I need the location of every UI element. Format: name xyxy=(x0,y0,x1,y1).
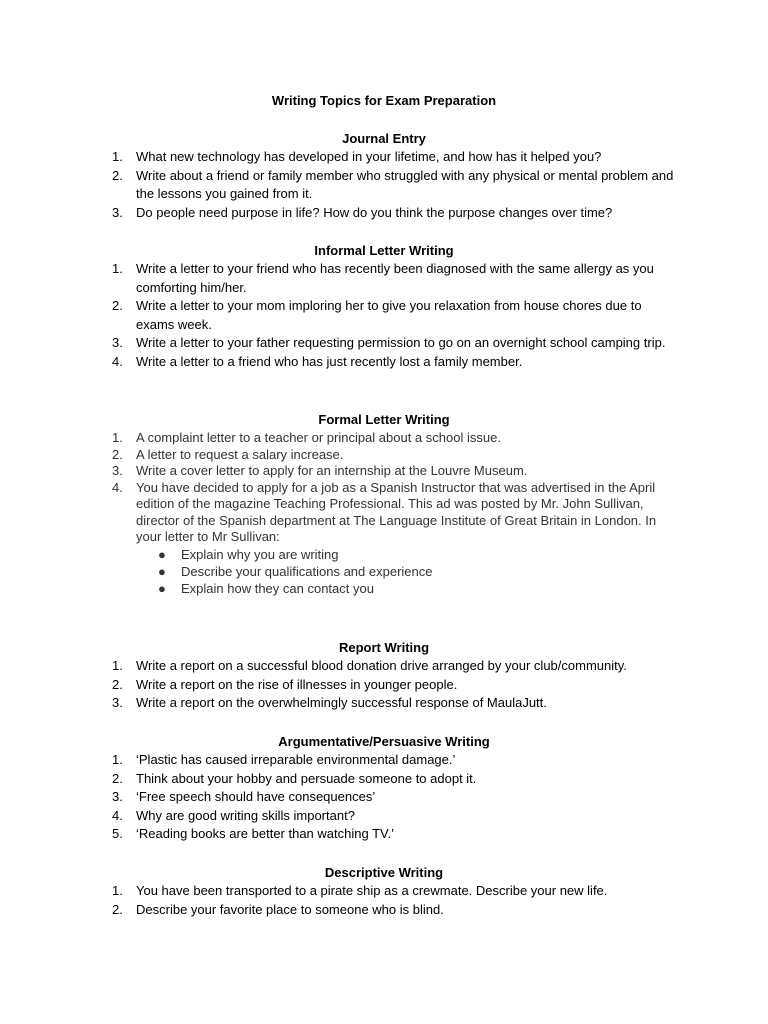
list-item-text: Write a report on a successful blood donation drive arranged by your club/community. xyxy=(136,658,627,673)
section-formal-letter xyxy=(0,411,768,597)
section-journal-entry xyxy=(0,130,768,222)
list-item-text: You have been transported to a pirate ship as a crewmate. Describe your new life. xyxy=(136,883,608,898)
section-heading: Descriptive Writing xyxy=(324,865,444,880)
list-item: 1. Write a report on a successful blood donation drive arranged by your club/community. xyxy=(112,658,627,673)
list-item: 4. Why are good writing skills important? xyxy=(112,807,355,823)
topic-list xyxy=(0,882,768,919)
list-item-text: ‘Reading books are better than watching TV.’ xyxy=(136,826,395,842)
section-heading: Report Writing xyxy=(338,640,430,655)
section-argumentative-writing xyxy=(0,733,768,844)
list-item: 5. ‘Reading books are better than watching TV.’ xyxy=(112,826,395,842)
list-item: 4. Write a letter to a friend who has just recently lost a family member. xyxy=(112,353,523,369)
list-item-text: What new technology has developed in your lifetime, and how has it helped you? xyxy=(136,149,602,164)
section-heading: Journal Entry xyxy=(342,131,426,146)
list-item-text: Do people need purpose in life? How do you think the purpose changes over time? xyxy=(136,204,613,220)
list-item: 1. Write a letter to your friend who has recently been diagnosed with the same allergy as you comforting him/her. xyxy=(112,261,654,295)
bullet-item xyxy=(136,580,661,597)
list-item-text: Write a letter to your friend who has recently been diagnosed with the same allergy as you comforting him/her. xyxy=(136,261,654,295)
list-item-text: ‘Plastic has caused irreparable environmental damage.’ xyxy=(136,752,456,767)
topic-list xyxy=(0,148,768,222)
section-descriptive-writing xyxy=(0,864,768,919)
bullet-item xyxy=(136,546,661,563)
list-item-text: A letter to request a salary increase. xyxy=(136,446,344,462)
list-item-text: Write a letter to your mom imploring her to give you relaxation from house chores due to exams week. xyxy=(136,298,642,332)
list-item: 4. You have decided to apply for a job as a Spanish Instructor that was advertised in the April edition of the magazine Teaching Professional. This ad was posted by Mr. John Sullivan, director of the Spanish department at The Language Institute of Great Britain in London. In your letter to Mr Sullivan: ● Explain why you are writing ● Describe your qualifications and experience ● Explain how they can contact you xyxy=(0,480,678,597)
list-item-text: You have decided to apply for a job as a Spanish Instructor that was advertised in the April edition of the magazine Teaching Professional. This ad was posted by Mr. John Sullivan, director of the Spanish department at The Language Institute of Great Britain in London. In your letter to Mr Sullivan: xyxy=(136,479,657,544)
section-heading: Informal Letter Writing xyxy=(314,243,454,258)
list-item: 1. A complaint letter to a teacher or principal about a school issue. xyxy=(112,430,501,445)
list-item-text: Write a letter to your father requesting permission to go on an overnight school camping trip. xyxy=(136,335,666,351)
list-item-text: Write a report on the overwhelmingly successful response of MaulaJutt. xyxy=(136,695,547,711)
list-item-text: Why are good writing skills important? xyxy=(136,807,355,823)
topic-list xyxy=(0,751,768,844)
list-item: 2. Write a report on the rise of illnesses in younger people. xyxy=(112,676,458,692)
list-item: 3. Write a report on the overwhelmingly successful response of MaulaJutt. xyxy=(112,695,547,711)
topic-list xyxy=(0,430,768,597)
bullet-item xyxy=(136,563,661,580)
list-item-text: Write a cover letter to apply for an internship at the Louvre Museum. xyxy=(136,463,528,478)
list-item: 3. Do people need purpose in life? How do you think the purpose changes over time? xyxy=(112,204,613,220)
list-item-text: Describe your favorite place to someone who is blind. xyxy=(136,901,444,917)
list-item: 3. Write a cover letter to apply for an internship at the Louvre Museum. xyxy=(112,463,528,478)
list-item-text: Think about your hobby and persuade someone to adopt it. xyxy=(136,770,477,786)
bullet-list xyxy=(136,546,678,597)
list-item-text: Write a report on the rise of illnesses in younger people. xyxy=(136,676,458,692)
topic-list xyxy=(0,657,768,713)
list-item: 2. A letter to request a salary increase. xyxy=(112,446,344,462)
bullet-icon: ● xyxy=(158,580,166,596)
list-item: 2. Write a letter to your mom imploring her to give you relaxation from house chores due to exams week. xyxy=(112,298,642,332)
list-item: 1. You have been transported to a pirate ship as a crewmate. Describe your new life. xyxy=(112,883,608,898)
section-informal-letter xyxy=(0,242,768,372)
list-item: 3. Write a letter to your father requesting permission to go on an overnight school camping trip. xyxy=(112,335,666,351)
bullet-icon: ● xyxy=(158,563,166,579)
section-heading: Formal Letter Writing xyxy=(318,412,450,427)
page-title: Writing Topics for Exam Preparation xyxy=(271,93,497,108)
list-item: 1. What new technology has developed in your lifetime, and how has it helped you? xyxy=(112,149,602,164)
list-item: 2. Describe your favorite place to someone who is blind. xyxy=(112,901,444,917)
list-item: 2. Think about your hobby and persuade someone to adopt it. xyxy=(112,770,477,786)
list-item: 2. Write about a friend or family member who struggled with any physical or mental problem and the lessons you gained from it. xyxy=(112,167,674,202)
bullet-item-text: Explain why you are writing xyxy=(181,546,339,562)
bullet-item-text: Describe your qualifications and experience xyxy=(181,563,433,579)
list-item-text: ‘Free speech should have consequences’ xyxy=(136,789,376,805)
section-heading: Argumentative/Persuasive Writing xyxy=(278,734,490,749)
topic-list xyxy=(0,260,768,372)
bullet-icon: ● xyxy=(158,546,166,562)
list-item: 1. ‘Plastic has caused irreparable environmental damage.’ xyxy=(112,752,456,767)
list-item-text: Write about a friend or family member who struggled with any physical or mental problem and the lessons you gained from it. xyxy=(136,167,674,202)
list-item-text: A complaint letter to a teacher or principal about a school issue. xyxy=(136,430,501,445)
bullet-item-text: Explain how they can contact you xyxy=(181,580,374,596)
list-item: 3. ‘Free speech should have consequences’ xyxy=(112,789,376,805)
section-report-writing xyxy=(0,639,768,713)
list-item-text: Write a letter to a friend who has just recently lost a family member. xyxy=(136,353,523,369)
